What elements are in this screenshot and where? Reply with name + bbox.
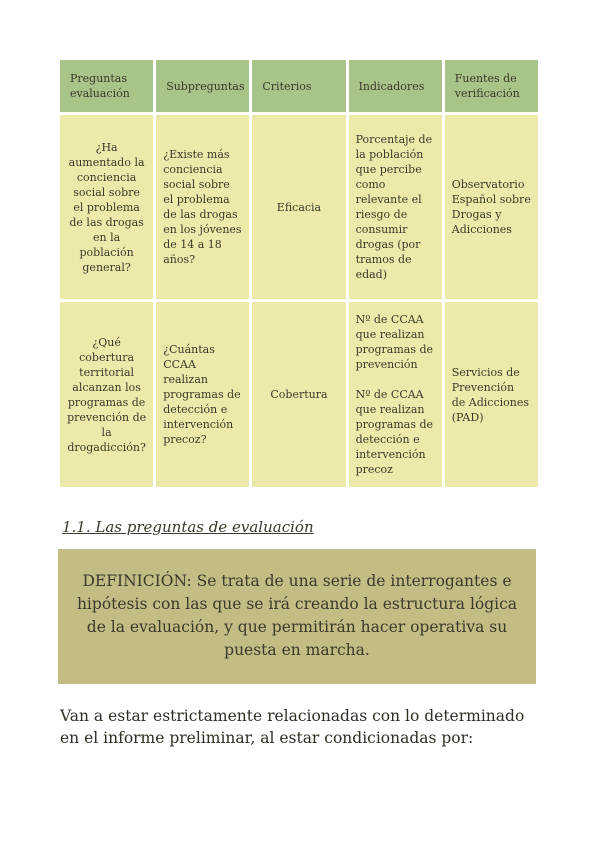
- indicador-text: Nº de CCAA que realizan programas de prevención: [355, 313, 434, 371]
- cell-pregunta: ¿Ha aumentado la conciencia social sobre el problema de las drogas en la población general?: [60, 115, 153, 299]
- table-header-row: [60, 60, 538, 112]
- cell-criterio: Eficacia: [252, 115, 345, 299]
- cell-fuente: Observatorio Español sobre Drogas y Adicciones: [445, 115, 538, 299]
- header-indicadores: Indicadores: [349, 60, 442, 112]
- table-row: [60, 302, 538, 487]
- header-fuentes: Fuentes de verificación: [445, 60, 538, 112]
- cell-indicadores: [349, 302, 442, 487]
- cell-subpregunta: ¿Existe más conciencia social sobre el problema de las drogas en los jóvenes de 14 a 18 años?: [156, 115, 249, 299]
- section-heading: 1.1. Las preguntas de evaluación: [62, 518, 314, 536]
- cell-subpregunta: ¿Cuántas CCAA realizan programas de detección e intervención precoz?: [156, 302, 249, 487]
- definition-box: DEFINICIÓN: Se trata de una serie de interrogantes e hipótesis con las que se irá creando la estructura lógica de la evaluación, y que permitirán hacer operativa su puesta en marcha.: [58, 549, 536, 684]
- evaluation-table: [57, 57, 541, 490]
- table-row: [60, 115, 538, 299]
- cell-indicadores: [349, 115, 442, 299]
- body-paragraph: Van a estar estrictamente relacionadas con lo determinado en el informe preliminar, al estar condicionadas por:: [60, 707, 525, 747]
- cell-criterio: Cobertura: [252, 302, 345, 487]
- header-criterios: Criterios: [252, 60, 345, 112]
- cell-fuente: Servicios de Prevención de Adicciones (PAD): [445, 302, 538, 487]
- header-subpreguntas: Subpreguntas: [156, 60, 249, 112]
- indicador-text: Porcentaje de la población que percibe como relevante el riesgo de consumir drogas (por tramos de edad): [355, 133, 433, 281]
- header-preguntas: Preguntas evaluación: [60, 60, 153, 112]
- indicador-text: Nº de CCAA que realizan programas de detección e intervención precoz: [355, 388, 434, 476]
- cell-pregunta: ¿Qué cobertura territorial alcanzan los programas de prevención de la drogadicción?: [60, 302, 153, 487]
